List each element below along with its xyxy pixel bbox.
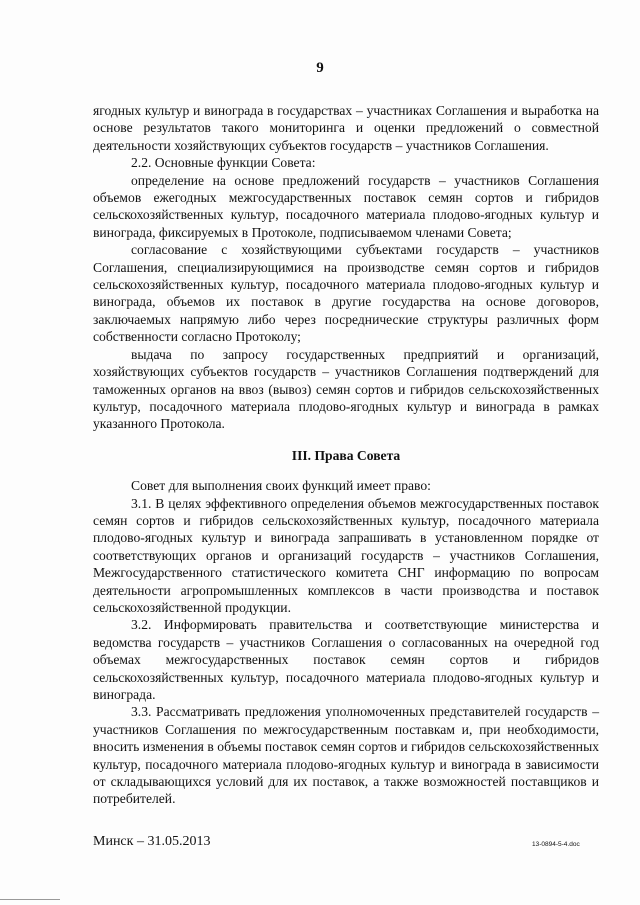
paragraph: 3.2. Информировать правительства и соответствующие министерства и ведомства государств – участников Соглашения о согласованных на очередной год объемах межгосударственных поставок семян сортов и гибридов сельскохозяйственных культур, посадочного материала плодово-ягодных культур и винограда. bbox=[93, 617, 599, 702]
edge-divider bbox=[0, 899, 60, 900]
footer-file-code: 13-0894-5-4.doc bbox=[532, 841, 580, 848]
paragraph: 3.3. Рассматривать предложения уполномоченных представителей государств – участников Соглашения по межгосударственным поставкам и, при необходимости, вносить изменения в объемы поставок семян сортов и гибридов сельскохозяйственных культур, посадочного материала плодово-ягодных культур и винограда в зависимости от складывающихся условий для их поставок, а также возможностей поставщиков и потребителей. bbox=[93, 704, 599, 807]
paragraph: 2.2. Основные функции Совета: bbox=[131, 155, 316, 171]
paragraph: 3.1. В целях эффективного определения объемов межгосударственных поставок семян сортов и гибридов сельскохозяйственных культур, посадочного материала плодово-ягодных культур и винограда запрашивать в установленном порядке от соответствующих органов и организаций государств – участников Соглашения, Межгосударственного статистического комитета СНГ информацию по вопросам деятельности агропромышленных комплексов в части производства и поставок сельскохозяйственной продукции. bbox=[93, 495, 599, 615]
footer-place-date: Минск – 31.05.2013 bbox=[93, 834, 211, 849]
page-number: 9 bbox=[316, 60, 324, 76]
paragraph: выдача по запросу государственных предприятий и организаций, хозяйствующих субъектов государств – участников Соглашения подтверждений для таможенных органов на ввоз (вывоз) семян сортов и гибридов сельскохозяйственных культур, посадочного материала плодово-ягодных культур и винограда в рамках указанного Протокола. bbox=[93, 346, 599, 432]
document-body bbox=[93, 102, 599, 808]
section-heading: III. Права Совета bbox=[291, 447, 401, 463]
paragraph: согласование с хозяйствующими субъектами государств – участников Соглашения, специализирующимися на производстве семян сортов и гибридов сельскохозяйственных культур, посадочного материала плодово-ягодных культур и винограда, объемов их поставок в другие государства на основе договоров, заключаемых напрямую либо через посреднические структуры различных форм собственности согласно Протоколу; bbox=[93, 242, 599, 345]
paragraph: Совет для выполнения своих функций имеет право: bbox=[131, 478, 431, 494]
paragraph: определение на основе предложений государств – участников Соглашения объемов ежегодных межгосударственных поставок семян сортов и гибридов сельскохозяйственных культур, посадочного материала плодово-ягодных культур и винограда, фиксируемых в Протоколе, подписываемом членами Совета; bbox=[93, 172, 599, 240]
paragraph: ягодных культур и винограда в государствах – участниках Соглашения и выработка на основе результатов такого мониторинга и оценки предложений о совместной деятельности хозяйствующих субъектов государств – участников Соглашения. bbox=[93, 103, 599, 153]
